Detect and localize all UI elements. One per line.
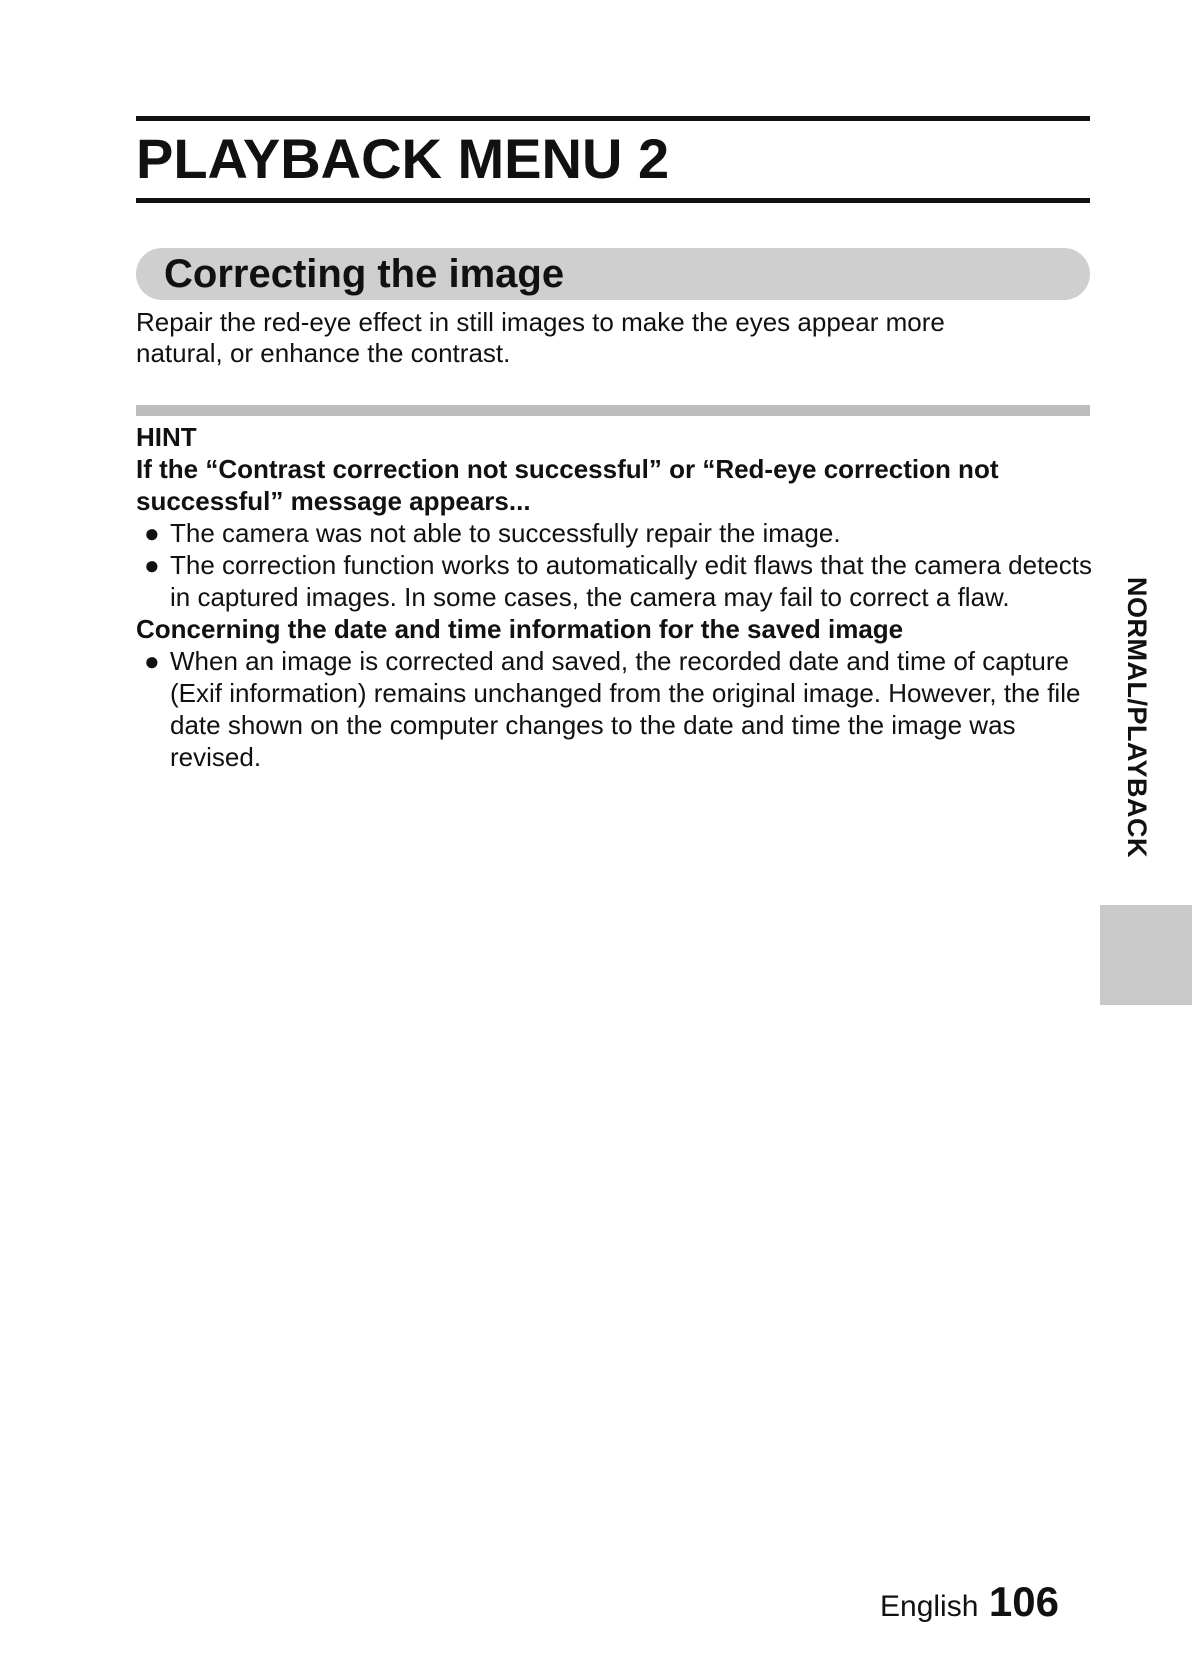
hint-bullet-list [136,517,1096,613]
hint-bullet-list [136,645,1096,773]
hint-subhead: If the “Contrast correction not successful” or “Red-eye correction not successful” message appears... [136,454,999,516]
hint-bullet-item [136,645,1096,773]
hint-bullet-item [136,549,1096,613]
bullet-icon: ● [144,550,160,580]
side-tab-label: NORMAL/PLAYBACK [1122,577,1152,859]
intro-paragraph: Repair the red-eye effect in still images to make the eyes appear more natural, or enhance the contrast. [136,307,945,368]
hint-bullet-text: When an image is corrected and saved, the recorded date and time of capture (Exif information) remains unchanged from the original image. However, the file date shown on the computer changes to the date and time the image was revised. [170,646,1081,772]
section-heading: Correcting the image [164,252,565,296]
hint-block [136,453,1096,613]
hint-box [136,421,1096,773]
hint-subhead: Concerning the date and time information for the saved image [136,614,904,644]
page-footer [880,1578,1059,1626]
footer-language: English [880,1590,979,1623]
title-rule-bottom [136,198,1090,203]
hint-block [136,613,1096,773]
hint-bullet-item [136,517,1096,549]
bullet-icon: ● [144,646,160,676]
side-tab-marker [1100,905,1192,1005]
hint-label: HINT [136,422,197,452]
page-title: PLAYBACK MENU 2 [136,127,670,190]
hint-bullet-text: The camera was not able to successfully repair the image. [170,518,841,548]
bullet-icon: ● [144,518,160,548]
hint-bullet-text: The correction function works to automatically edit flaws that the camera detects in captured images. In some cases, the camera may fail to correct a flaw. [170,550,1092,612]
hint-divider [136,405,1090,416]
page-number: 106 [988,1578,1059,1625]
title-rule-top [136,116,1090,121]
